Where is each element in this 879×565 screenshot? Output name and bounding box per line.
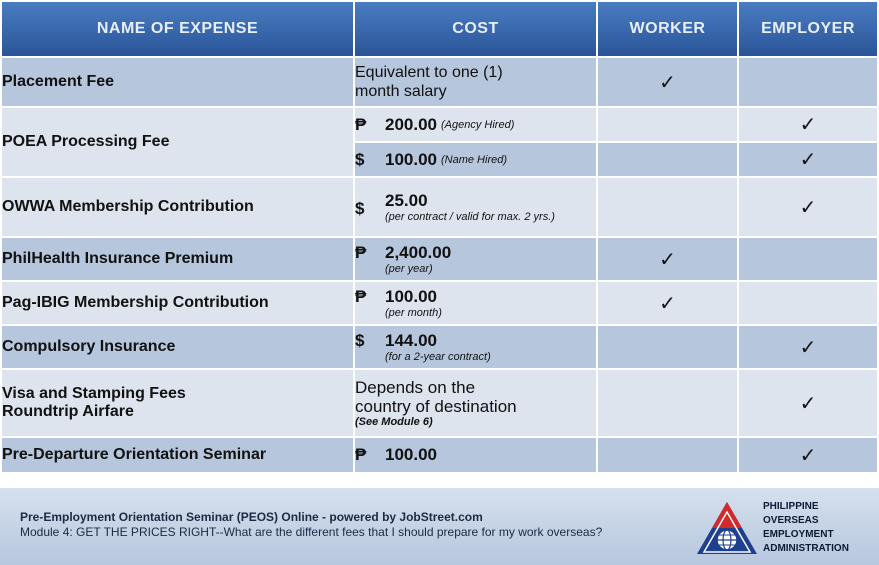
worker-check-empty bbox=[597, 142, 738, 177]
cost-amount: 25.00 bbox=[385, 191, 428, 210]
cost-note: (Agency Hired) bbox=[441, 118, 515, 131]
cost-cell bbox=[354, 437, 597, 473]
worker-check: ✓ bbox=[597, 281, 738, 325]
cost-note: (per contract / valid for max. 2 yrs.) bbox=[385, 211, 555, 223]
expense-name-line1: Visa and Stamping Fees bbox=[2, 385, 186, 402]
agency-name bbox=[763, 500, 849, 556]
expense-name: POEA Processing Fee bbox=[1, 107, 354, 177]
currency-symbol: $ bbox=[355, 331, 365, 350]
employer-check-empty bbox=[738, 57, 878, 107]
employer-check: ✓ bbox=[738, 107, 878, 142]
expense-name: Compulsory Insurance bbox=[1, 325, 354, 369]
cost-note: (for a 2-year contract) bbox=[385, 351, 491, 363]
cost-amount: 200.00 bbox=[385, 114, 437, 134]
currency-symbol: $ bbox=[355, 149, 365, 169]
table-row bbox=[1, 369, 878, 437]
worker-check-empty bbox=[597, 107, 738, 142]
agency-name-line: ADMINISTRATION bbox=[763, 543, 849, 554]
employer-check: ✓ bbox=[738, 325, 878, 369]
footer-title: Pre-Employment Orientation Seminar (PEOS) Online - powered by JobStreet.com bbox=[20, 510, 483, 524]
header-row bbox=[1, 1, 878, 57]
cost-text-line2: country of destination bbox=[355, 397, 517, 416]
cost-note: (per month) bbox=[385, 307, 442, 319]
expense-name: PhilHealth Insurance Premium bbox=[1, 237, 354, 281]
cost-note: (See Module 6) bbox=[355, 416, 433, 428]
cost-cell bbox=[354, 57, 597, 107]
expense-name: OWWA Membership Contribution bbox=[1, 177, 354, 237]
currency-symbol: ₱ bbox=[355, 114, 367, 134]
footer-subtitle: Module 4: GET THE PRICES RIGHT--What are the different fees that I should prepare for my work overseas? bbox=[20, 525, 603, 539]
employer-check: ✓ bbox=[738, 437, 878, 473]
table-row bbox=[1, 57, 878, 107]
worker-check-empty bbox=[597, 369, 738, 437]
header-cost: COST bbox=[354, 1, 597, 57]
cost-cell bbox=[354, 325, 597, 369]
worker-check-empty bbox=[597, 437, 738, 473]
cost-amount: 100.00 bbox=[385, 149, 437, 169]
expense-name-line2: Roundtrip Airfare bbox=[2, 403, 134, 420]
employer-check: ✓ bbox=[738, 369, 878, 437]
cost-text-line2: month salary bbox=[355, 83, 447, 100]
cost-amount: 100.00 bbox=[385, 287, 437, 306]
agency-name-line: OVERSEAS bbox=[763, 515, 819, 526]
worker-check: ✓ bbox=[597, 57, 738, 107]
employer-check: ✓ bbox=[738, 177, 878, 237]
footer-banner bbox=[0, 488, 879, 565]
expense-name: Pag-IBIG Membership Contribution bbox=[1, 281, 354, 325]
worker-check-empty bbox=[597, 325, 738, 369]
employer-check-empty bbox=[738, 281, 878, 325]
worker-check-empty bbox=[597, 177, 738, 237]
cost-cell bbox=[354, 107, 597, 142]
cost-text-line1: Equivalent to one (1) bbox=[355, 64, 503, 81]
table-row bbox=[1, 281, 878, 325]
cost-amount: 2,400.00 bbox=[385, 243, 452, 262]
table-row bbox=[1, 437, 878, 473]
expense-name: Pre-Departure Orientation Seminar bbox=[1, 437, 354, 473]
employer-check-empty bbox=[738, 237, 878, 281]
currency-symbol: ₱ bbox=[355, 243, 367, 262]
header-employer: EMPLOYER bbox=[738, 1, 878, 57]
cost-cell bbox=[354, 369, 597, 437]
agency-name-line: EMPLOYMENT bbox=[763, 529, 834, 540]
table-row bbox=[1, 237, 878, 281]
header-name-of-expense: NAME OF EXPENSE bbox=[1, 1, 354, 57]
table-row bbox=[1, 325, 878, 369]
cost-cell bbox=[354, 177, 597, 237]
agency-name-line: PHILIPPINE bbox=[763, 501, 819, 512]
expense-name: Placement Fee bbox=[1, 57, 354, 107]
employer-check: ✓ bbox=[738, 142, 878, 177]
cost-note: (Name Hired) bbox=[441, 153, 508, 166]
currency-symbol: ₱ bbox=[355, 287, 367, 306]
poea-logo-icon bbox=[695, 500, 759, 556]
expense-name bbox=[1, 369, 354, 437]
cost-amount: 144.00 bbox=[385, 331, 437, 350]
cost-amount: 100.00 bbox=[385, 445, 437, 464]
cost-cell bbox=[354, 281, 597, 325]
currency-symbol: ₱ bbox=[355, 445, 367, 464]
currency-symbol: $ bbox=[355, 199, 365, 218]
cost-cell bbox=[354, 237, 597, 281]
table-row bbox=[1, 177, 878, 237]
header-worker: WORKER bbox=[597, 1, 738, 57]
cost-cell bbox=[354, 142, 597, 177]
table-row bbox=[1, 107, 878, 142]
cost-text-line1: Depends on the bbox=[355, 378, 476, 397]
worker-check: ✓ bbox=[597, 237, 738, 281]
cost-note: (per year) bbox=[385, 263, 433, 275]
